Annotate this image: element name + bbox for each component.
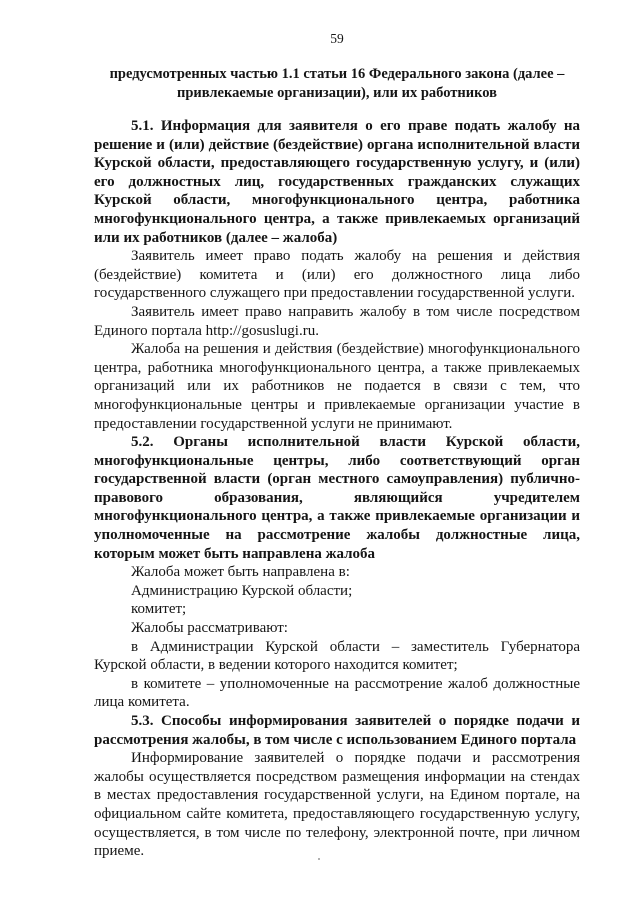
paragraph: в комитете – уполномоченные на рассмотрение жалоб должностные лица комитета. [94,675,580,711]
section-heading: 5.2. Органы исполнительной власти Курской области, многофункциональные центры, либо соответствующий орган государственной власти (орган местного самоуправления) публично-правового образования, являющийся учредителем многофункционального центра, а также привлекаемые организации и уполномоченные на рассмотрение жалобы должностные лица, которым может быть направлена жалоба [94,434,580,562]
continued-heading: предусмотренных частью 1.1 статьи 16 Федерального закона (далее – привлекаемые организации), или их работников [109,66,565,101]
paragraph: Администрацию Курской области; [131,582,353,599]
paragraph: Жалоба может быть направлена в: [131,564,350,581]
section-heading: 5.1. Информация для заявителя о его праве подать жалобу на решение и (или) действие (бездействие) органа исполнительной власти Курской области, предоставляющего государственную услугу, и (или) его должностных лиц, государственных гражданских служащих Курской области, многофункционального центра, работника многофункционального центра, а также привлекаемых организаций или их работников (далее – жалоба) [94,118,580,246]
section-5-1 [94,117,580,433]
scan-speck [318,858,320,860]
paragraph: Жалоба на решения и действия (бездействие) многофункционального центра, работника многофункционального центра, а также привлекаемых организаций или их работников не подается в связи с тем, что многофункциональные центры и привлекаемые организации участие в предоставлении государственной услуги не принимают. [94,341,580,432]
section-5-3 [94,712,580,861]
page-number: 59 [330,31,344,46]
paragraph: в Администрации Курской области – заместитель Губернатора Курской области, в ведении которого находится комитет; [94,638,580,674]
paragraph: Заявитель имеет право подать жалобу на решения и действия (бездействие) комитета и (или) его должностного лица либо государственного служащего при предоставлении государственной услуги. [94,248,580,302]
section-5-2 [94,433,580,712]
section-heading: 5.3. Способы информирования заявителей о порядке подачи и рассмотрения жалобы, в том числе с использованием Единого портала [94,713,580,748]
paragraph: Жалобы рассматривают: [131,620,288,637]
paragraph: комитет; [131,601,187,618]
paragraph: Информирование заявителей о порядке подачи и рассмотрения жалобы осуществляется посредством размещения информации на стендах в местах предоставления государственной услуги, на Едином портале, на официальном сайте комитета, предоставляющего государственную услугу, осуществляется, в том числе по телефону, электронной почте, при личном приеме. [94,750,580,860]
paragraph: Заявитель имеет право направить жалобу в том числе посредством Единого портала http://gosuslugi.ru. [94,303,580,339]
